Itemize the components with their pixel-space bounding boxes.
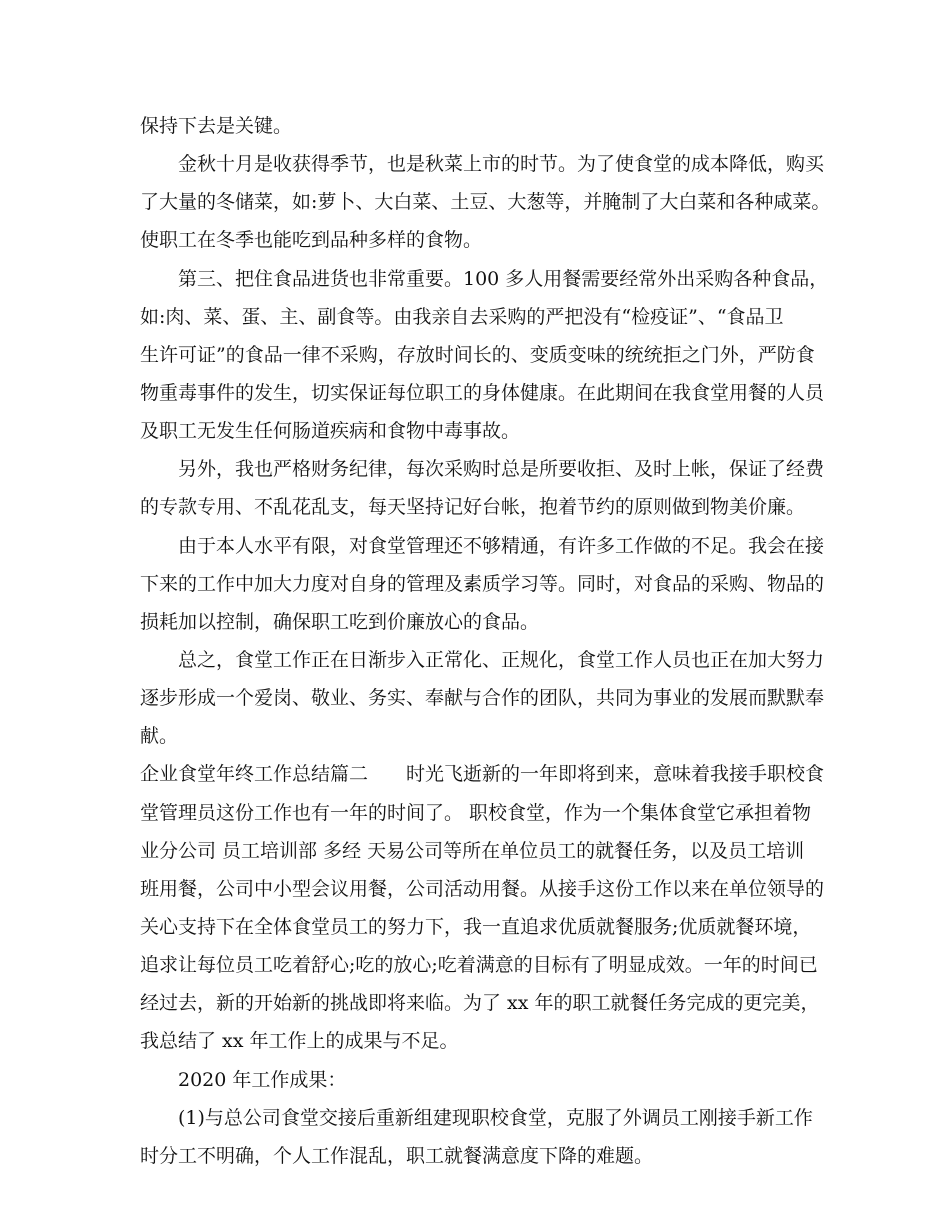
document-body [140, 107, 840, 1175]
text-line: 总之，食堂工作正在日渐步入正常化、正规化，食堂工作人员也正在加大努力 [178, 648, 825, 671]
text-line: 由于本人水平有限，对食堂管理还不够精通，有许多工作做的不足。我会在接 [178, 534, 825, 557]
text-line: 了大量的冬储菜，如:萝卜、大白菜、土豆、大葱等，并腌制了大白菜和各种咸菜。 [140, 191, 831, 214]
text-line: 物重毒事件的发生，切实保证每位职工的身体健康。在此期间在我食堂用餐的人员 [140, 381, 825, 404]
text-line: 追求让每位员工吃着舒心;吃的放心;吃着满意的目标有了明显成效。一年的时间已 [140, 954, 818, 977]
text-line: 下来的工作中加大力度对自身的管理及素质学习等。同时，对食品的采购、物品的 [140, 572, 825, 595]
subheading-line: 2020 年工作成果： [178, 1068, 347, 1091]
text-line: 时分工不明确，个人工作混乱，职工就餐满意度下降的难题。 [140, 1144, 654, 1167]
text-line: 如:肉、菜、蛋、主、副食等。由我亲自去采购的严把没有“检疫证”、“食品卫 [140, 305, 784, 328]
text-line: (1)与总公司食堂交接后重新组建现职校食堂，克服了外调员工刚接手新工作 [178, 1106, 813, 1129]
text-line: 金秋十月是收获得季节，也是秋菜上市的时节。为了使食堂的成本降低，购买 [178, 153, 825, 176]
text-line: 我总结了 xx 年工作上的成果与不足。 [140, 1030, 459, 1053]
text-line: 经过去，新的开始新的挑战即将来临。为了 xx 年的职工就餐任务完成的更完美， [140, 992, 820, 1015]
text-line: 的专款专用、不乱花乱支，每天坚持记好台帐，抱着节约的原则做到物美价廉。 [140, 496, 806, 519]
text-line: 另外，我也严格财务纪律，每次采购时总是所要收拒、及时上帐，保证了经费 [178, 458, 825, 481]
text-line: 生许可证”的食品一律不采购，存放时间长的、变质变味的统统拒之门外，严防食 [140, 343, 815, 366]
text-line: 业分公司 员工培训部 多经 天易公司等所在单位员工的就餐任务，以及员工培训 [140, 839, 805, 862]
text-line: 损耗加以控制，确保职工吃到价廉放心的食品。 [140, 610, 540, 633]
text-line: 班用餐，公司中小型会议用餐，公司活动用餐。从接手这份工作以来在单位领导的 [140, 877, 825, 900]
text-line: 使职工在冬季也能吃到品种多样的食物。 [140, 229, 483, 252]
section-heading-line: 企业食堂年终工作总结篇二 时光飞逝新的一年即将到来，意味着我接手职校食 [140, 763, 825, 786]
text-line: 逐步形成一个爱岗、敬业、务实、奉献与合作的团队，共同为事业的发展而默默奉 [140, 687, 825, 710]
text-line: 堂管理员这份工作也有一年的时间了。 职校食堂，作为一个集体食堂它承担着物 [140, 801, 812, 824]
text-line: 及职工无发生任何肠道疾病和食物中毒事故。 [140, 420, 521, 443]
text-line: 第三、把住食品进货也非常重要。100 多人用餐需要经常外出采购各种食品， [178, 267, 829, 290]
text-line: 关心支持下在全体食堂员工的努力下，我一直追求优质就餐服务;优质就餐环境， [140, 915, 812, 938]
text-line: 献。 [140, 725, 179, 748]
text-line: 保持下去是关键。 [140, 115, 293, 137]
